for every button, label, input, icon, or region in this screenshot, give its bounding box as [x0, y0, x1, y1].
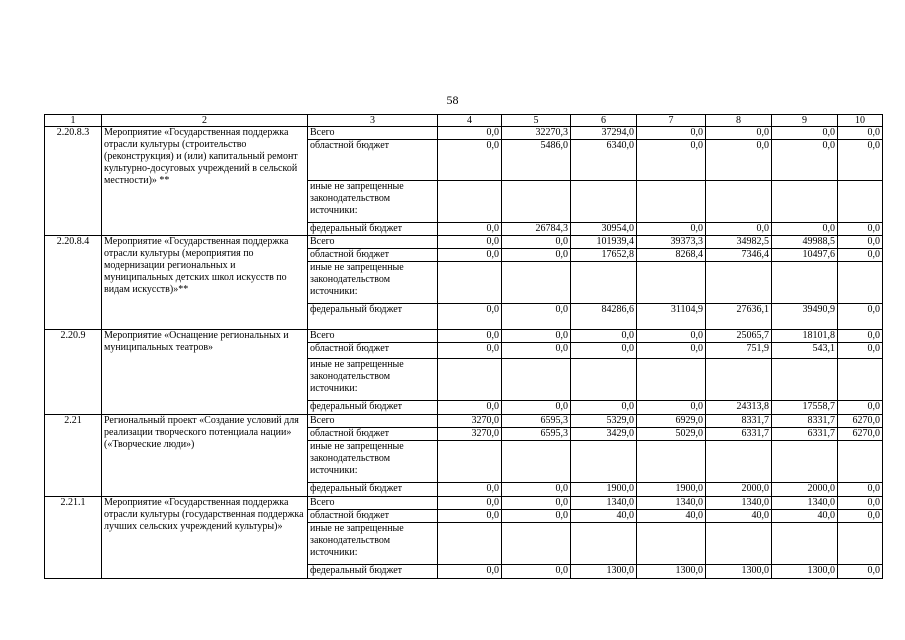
funding-source: федеральный бюджет — [308, 565, 438, 579]
amount-cell: 6595,3 — [502, 428, 571, 441]
amount-cell: 6340,0 — [571, 140, 637, 181]
amount-cell: 24313,8 — [706, 401, 772, 415]
funding-source: областной бюджет — [308, 510, 438, 523]
amount-cell: 40,0 — [637, 510, 706, 523]
amount-cell: 1340,0 — [571, 497, 637, 510]
table-row — [45, 127, 883, 140]
amount-cell — [502, 523, 571, 565]
amount-cell: 0,0 — [637, 401, 706, 415]
funding-source: иные не запрещенные законодательством источники: — [308, 359, 438, 401]
amount-cell: 3429,0 — [571, 428, 637, 441]
table-body — [45, 127, 883, 579]
amount-cell: 1340,0 — [706, 497, 772, 510]
amount-cell — [571, 262, 637, 304]
header-cell-10: 10 — [838, 115, 883, 127]
header-row — [45, 115, 883, 127]
funding-source: Всего — [308, 415, 438, 428]
funding-source: областной бюджет — [308, 249, 438, 262]
amount-cell: 17558,7 — [772, 401, 838, 415]
amount-cell: 1900,0 — [637, 483, 706, 497]
amount-cell: 0,0 — [438, 304, 502, 330]
amount-cell: 26784,3 — [502, 223, 571, 236]
amount-cell — [706, 523, 772, 565]
header-cell-1: 1 — [45, 115, 102, 127]
amount-cell: 0,0 — [838, 343, 883, 359]
amount-cell: 0,0 — [438, 510, 502, 523]
amount-cell — [438, 359, 502, 401]
item-name: Региональный проект «Создание условий для реализации творческого потенциала нации» («Творческие люди») — [102, 415, 308, 497]
amount-cell: 17652,8 — [571, 249, 637, 262]
amount-cell: 40,0 — [772, 510, 838, 523]
table-row — [45, 236, 883, 249]
amount-cell: 0,0 — [838, 249, 883, 262]
amount-cell: 0,0 — [502, 401, 571, 415]
amount-cell: 6270,0 — [838, 428, 883, 441]
amount-cell: 0,0 — [502, 497, 571, 510]
amount-cell — [502, 181, 571, 223]
amount-cell: 0,0 — [438, 497, 502, 510]
amount-cell: 0,0 — [438, 249, 502, 262]
item-code: 2.20.8.3 — [45, 127, 102, 236]
amount-cell: 0,0 — [838, 510, 883, 523]
amount-cell — [438, 181, 502, 223]
amount-cell: 8331,7 — [706, 415, 772, 428]
item-name: Мероприятие «Оснащение региональных и муниципальных театров» — [102, 330, 308, 415]
funding-source: иные не запрещенные законодательством источники: — [308, 441, 438, 483]
funding-source: федеральный бюджет — [308, 223, 438, 236]
amount-cell — [838, 359, 883, 401]
amount-cell — [438, 523, 502, 565]
amount-cell: 0,0 — [438, 483, 502, 497]
amount-cell: 0,0 — [838, 497, 883, 510]
header-cell-5: 5 — [502, 115, 571, 127]
funding-source: федеральный бюджет — [308, 401, 438, 415]
amount-cell: 543,1 — [772, 343, 838, 359]
amount-cell — [502, 262, 571, 304]
amount-cell: 0,0 — [438, 401, 502, 415]
amount-cell — [571, 441, 637, 483]
item-code: 2.20.9 — [45, 330, 102, 415]
amount-cell — [571, 523, 637, 565]
amount-cell: 5329,0 — [571, 415, 637, 428]
amount-cell — [772, 441, 838, 483]
amount-cell: 3270,0 — [438, 415, 502, 428]
amount-cell: 0,0 — [838, 565, 883, 579]
amount-cell: 5486,0 — [502, 140, 571, 181]
amount-cell: 0,0 — [502, 330, 571, 343]
funding-source: Всего — [308, 497, 438, 510]
amount-cell: 0,0 — [838, 304, 883, 330]
amount-cell: 0,0 — [637, 140, 706, 181]
amount-cell: 27636,1 — [706, 304, 772, 330]
amount-cell: 2000,0 — [706, 483, 772, 497]
amount-cell: 30954,0 — [571, 223, 637, 236]
amount-cell: 7346,4 — [706, 249, 772, 262]
item-name: Мероприятие «Государственная поддержка отрасли культуры (мероприятия по модернизации региональных и муниципальных детских школ искусств по видам искусств)»** — [102, 236, 308, 330]
amount-cell: 6331,7 — [772, 428, 838, 441]
item-name: Мероприятие «Государственная поддержка отрасли культуры (строительство (реконструкция) и (или) капитальный ремонт культурно-досуговых учреждений в сельской местности)» ** — [102, 127, 308, 236]
amount-cell: 49988,5 — [772, 236, 838, 249]
amount-cell — [838, 181, 883, 223]
amount-cell — [706, 262, 772, 304]
amount-cell: 0,0 — [438, 565, 502, 579]
amount-cell — [706, 441, 772, 483]
amount-cell — [838, 262, 883, 304]
amount-cell: 0,0 — [838, 401, 883, 415]
amount-cell: 751,9 — [706, 343, 772, 359]
amount-cell: 1340,0 — [637, 497, 706, 510]
amount-cell: 40,0 — [706, 510, 772, 523]
funding-source: Всего — [308, 236, 438, 249]
table-header — [45, 115, 883, 127]
amount-cell: 8268,4 — [637, 249, 706, 262]
amount-cell: 6595,3 — [502, 415, 571, 428]
amount-cell: 18101,8 — [772, 330, 838, 343]
amount-cell — [637, 523, 706, 565]
amount-cell — [438, 441, 502, 483]
amount-cell: 0,0 — [706, 127, 772, 140]
amount-cell: 1300,0 — [637, 565, 706, 579]
item-code: 2.21.1 — [45, 497, 102, 579]
amount-cell: 0,0 — [637, 223, 706, 236]
amount-cell: 0,0 — [838, 236, 883, 249]
funding-source: Всего — [308, 330, 438, 343]
header-cell-3: 3 — [308, 115, 438, 127]
amount-cell — [637, 441, 706, 483]
amount-cell — [772, 523, 838, 565]
amount-cell: 0,0 — [706, 223, 772, 236]
funding-source: областной бюджет — [308, 428, 438, 441]
amount-cell: 10497,6 — [772, 249, 838, 262]
amount-cell — [838, 441, 883, 483]
header-cell-9: 9 — [772, 115, 838, 127]
amount-cell: 0,0 — [838, 127, 883, 140]
amount-cell — [502, 359, 571, 401]
amount-cell: 0,0 — [438, 236, 502, 249]
amount-cell: 1340,0 — [772, 497, 838, 510]
table-row — [45, 497, 883, 510]
amount-cell: 0,0 — [438, 127, 502, 140]
header-cell-8: 8 — [706, 115, 772, 127]
item-name: Мероприятие «Государственная поддержка отрасли культуры (государственная поддержка лучших сельских учреждений культуры)» — [102, 497, 308, 579]
amount-cell: 0,0 — [438, 343, 502, 359]
amount-cell: 0,0 — [438, 140, 502, 181]
amount-cell: 0,0 — [502, 236, 571, 249]
funding-source: областной бюджет — [308, 343, 438, 359]
amount-cell: 0,0 — [838, 483, 883, 497]
amount-cell: 0,0 — [571, 330, 637, 343]
amount-cell: 0,0 — [502, 565, 571, 579]
amount-cell: 0,0 — [502, 343, 571, 359]
funding-source: иные не запрещенные законодательством источники: — [308, 181, 438, 223]
amount-cell: 3270,0 — [438, 428, 502, 441]
amount-cell — [838, 523, 883, 565]
amount-cell — [571, 181, 637, 223]
amount-cell: 0,0 — [637, 343, 706, 359]
item-code: 2.20.8.4 — [45, 236, 102, 330]
header-cell-2: 2 — [102, 115, 308, 127]
budget-table — [44, 114, 883, 579]
funding-source: областной бюджет — [308, 140, 438, 181]
amount-cell: 0,0 — [438, 223, 502, 236]
amount-cell — [502, 441, 571, 483]
funding-source: Всего — [308, 127, 438, 140]
header-cell-6: 6 — [571, 115, 637, 127]
amount-cell: 84286,6 — [571, 304, 637, 330]
amount-cell: 0,0 — [838, 223, 883, 236]
amount-cell: 0,0 — [838, 330, 883, 343]
amount-cell: 0,0 — [502, 249, 571, 262]
amount-cell: 0,0 — [637, 330, 706, 343]
amount-cell — [571, 359, 637, 401]
amount-cell: 2000,0 — [772, 483, 838, 497]
amount-cell — [438, 262, 502, 304]
amount-cell — [637, 262, 706, 304]
amount-cell: 40,0 — [571, 510, 637, 523]
amount-cell: 0,0 — [772, 127, 838, 140]
header-cell-4: 4 — [438, 115, 502, 127]
amount-cell: 1300,0 — [772, 565, 838, 579]
amount-cell — [706, 359, 772, 401]
amount-cell: 5029,0 — [637, 428, 706, 441]
amount-cell — [706, 181, 772, 223]
page-number: 58 — [446, 93, 459, 107]
amount-cell: 25065,7 — [706, 330, 772, 343]
amount-cell: 0,0 — [637, 127, 706, 140]
amount-cell: 6331,7 — [706, 428, 772, 441]
amount-cell: 1300,0 — [571, 565, 637, 579]
amount-cell: 0,0 — [571, 401, 637, 415]
amount-cell: 1300,0 — [706, 565, 772, 579]
amount-cell: 0,0 — [502, 483, 571, 497]
item-code: 2.21 — [45, 415, 102, 497]
table-row — [45, 415, 883, 428]
amount-cell: 39490,9 — [772, 304, 838, 330]
amount-cell: 0,0 — [502, 510, 571, 523]
amount-cell: 0,0 — [706, 140, 772, 181]
amount-cell: 0,0 — [772, 140, 838, 181]
amount-cell: 0,0 — [438, 330, 502, 343]
amount-cell — [772, 181, 838, 223]
amount-cell: 101939,4 — [571, 236, 637, 249]
table-row — [45, 330, 883, 343]
amount-cell: 8331,7 — [772, 415, 838, 428]
header-cell-7: 7 — [637, 115, 706, 127]
amount-cell: 6270,0 — [838, 415, 883, 428]
funding-source: федеральный бюджет — [308, 304, 438, 330]
amount-cell: 31104,9 — [637, 304, 706, 330]
funding-source: иные не запрещенные законодательством источники: — [308, 262, 438, 304]
amount-cell — [772, 262, 838, 304]
amount-cell: 0,0 — [502, 304, 571, 330]
amount-cell — [637, 359, 706, 401]
funding-source: федеральный бюджет — [308, 483, 438, 497]
amount-cell: 0,0 — [838, 140, 883, 181]
amount-cell: 6929,0 — [637, 415, 706, 428]
amount-cell: 39373,3 — [637, 236, 706, 249]
amount-cell: 0,0 — [772, 223, 838, 236]
amount-cell — [772, 359, 838, 401]
amount-cell: 34982,5 — [706, 236, 772, 249]
amount-cell: 1900,0 — [571, 483, 637, 497]
amount-cell: 37294,0 — [571, 127, 637, 140]
funding-source: иные не запрещенные законодательством источники: — [308, 523, 438, 565]
amount-cell — [637, 181, 706, 223]
amount-cell: 32270,3 — [502, 127, 571, 140]
amount-cell: 0,0 — [571, 343, 637, 359]
